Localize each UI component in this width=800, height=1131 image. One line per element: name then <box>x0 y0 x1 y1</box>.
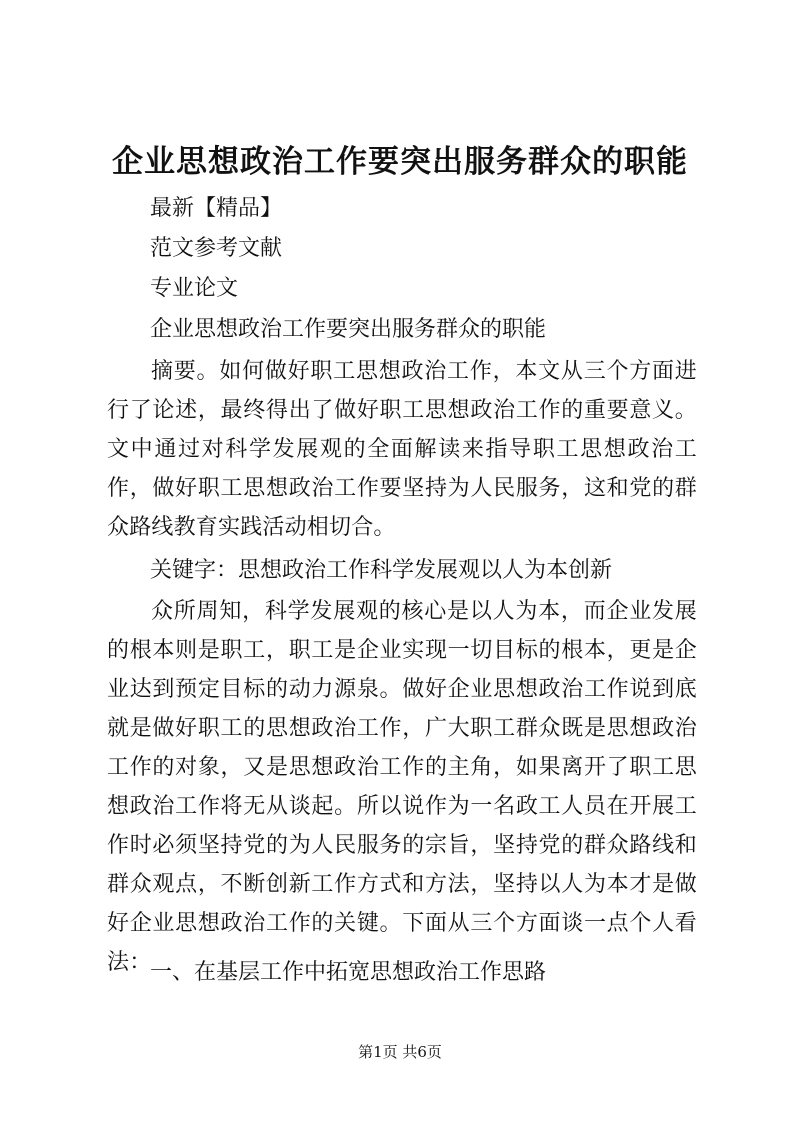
meta-line-category: 专业论文 <box>150 276 239 301</box>
meta-line-subtitle: 企业思想政治工作要突出服务群众的职能 <box>150 317 547 342</box>
page-number-footer: 第1页 共6页 <box>358 1043 442 1061</box>
document-title: 企业思想政治工作要突出服务群众的职能 <box>112 144 688 180</box>
keywords-line: 关键字：思想政治工作科学发展观以人为本创新 <box>150 558 613 583</box>
abstract-paragraph: 摘要。如何做好职工思想政治工作，本文从三个方面进行了论述，最终得出了做好职工思想政治工作的重要意义。文中通过对科学发展观的全面解读来指导职工思想政治工作，做好职工思想政治工作要坚持为人民服务，这和党的群众路线教育实践活动相切合。 <box>107 359 697 540</box>
meta-line-reference: 范文参考文献 <box>150 236 283 261</box>
meta-line-latest: 最新【精品】 <box>150 196 283 221</box>
body-paragraph: 众所周知，科学发展观的核心是以人为本，而企业发展的根本则是职工，职工是企业实现一切目标的根本，更是企业达到预定目标的动力源泉。做好企业思想政治工作说到底就是做好职工的思想政治工作，广大职工群众既是思想政治工作的对象，又是思想政治工作的主角，如果离开了职工思想政治工作将无从谈起。所以说作为一名政工人员在开展工作时必须坚持党的为人民服务的宗旨，坚持党的群众路线和群众观点，不断创新工作方式和方法，坚持以人为本才是做好企业思想政治工作的关键。下面从三个方面谈一点个人看法： <box>107 599 697 975</box>
section-heading: 一、在基层工作中拓宽思想政治工作思路 <box>150 960 547 985</box>
